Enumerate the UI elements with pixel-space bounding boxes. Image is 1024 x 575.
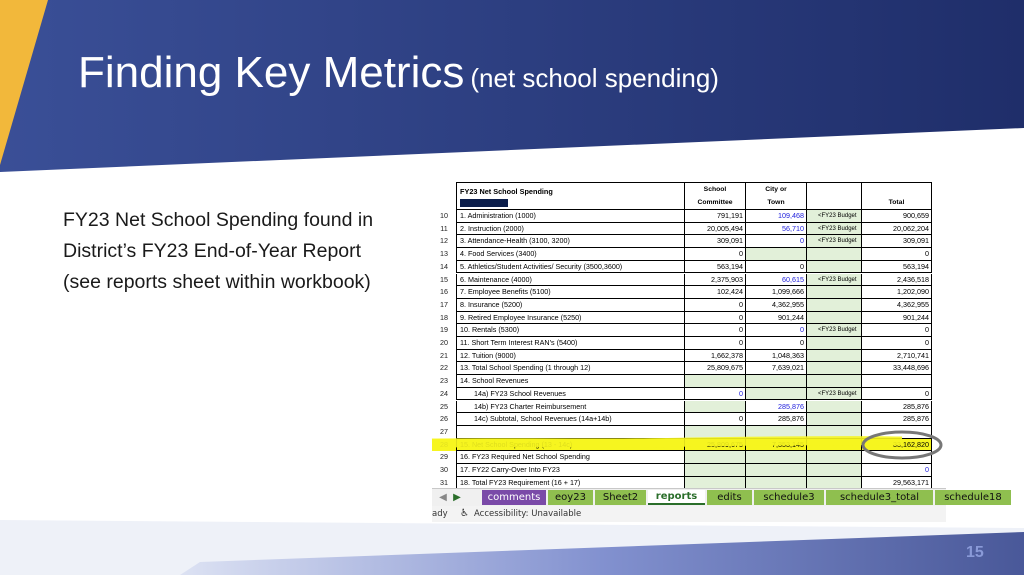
row-number: 14: [440, 261, 448, 271]
cell-city[interactable]: 7,639,021: [746, 362, 807, 375]
body-line: FY23 Net School Spending found in: [63, 209, 374, 231]
cell-school[interactable]: 563,194: [685, 261, 746, 274]
tab-edits[interactable]: edits: [707, 490, 752, 505]
row-number: 12: [440, 236, 448, 246]
cell-city[interactable]: 0: [746, 324, 807, 337]
row-number: 19: [440, 325, 448, 335]
row-number: 20: [440, 338, 448, 347]
cell-total[interactable]: 0: [862, 324, 932, 337]
page-number: 15: [966, 544, 984, 561]
cell-city[interactable]: 285,876: [746, 401, 807, 414]
cell-total[interactable]: 0: [862, 337, 932, 350]
tab-schedule3-total[interactable]: schedule3_total: [826, 490, 933, 505]
col-header-line: Committee: [697, 199, 733, 206]
cell-school[interactable]: 0: [685, 337, 746, 350]
cell-total[interactable]: 309,091: [862, 235, 932, 248]
row-number: 11: [440, 223, 448, 233]
cell-label[interactable]: 2. Instruction (2000): [456, 223, 685, 236]
row-number: 15: [440, 274, 448, 284]
cell-label[interactable]: 8. Insurance (5200): [456, 299, 685, 312]
cell-total[interactable]: 4,362,955: [862, 299, 932, 312]
status-bar: [432, 506, 946, 522]
row-number: 22: [440, 363, 448, 373]
cell-city[interactable]: 0: [746, 261, 807, 274]
tab-comments[interactable]: comments: [482, 490, 546, 505]
row-number: 28: [432, 439, 456, 452]
cell-total[interactable]: 901,244: [862, 312, 932, 325]
row-number: 16: [440, 287, 448, 297]
cell-city[interactable]: 109,468: [746, 210, 807, 223]
cell-label[interactable]: 9. Retired Employee Insurance (5250): [456, 312, 685, 325]
body-line: District’s FY23 End-of-Year Report: [63, 240, 362, 262]
cell-school[interactable]: 102,424: [685, 286, 746, 299]
status-accessibility[interactable]: Accessibility: Unavailable: [474, 509, 582, 519]
cell-label[interactable]: 1. Administration (1000): [456, 210, 685, 223]
cell-city[interactable]: 1,099,666: [746, 286, 807, 299]
cell-total[interactable]: 900,659: [862, 210, 932, 223]
cell-total[interactable]: 563,194: [862, 261, 932, 274]
cell-total[interactable]: 29,563,171: [862, 477, 932, 490]
row-number: 25: [440, 401, 448, 411]
cell-city[interactable]: 60,615: [746, 274, 807, 287]
cell-school[interactable]: 0: [685, 324, 746, 337]
tab-scroll-right-icon[interactable]: ▶: [453, 492, 461, 503]
cell-city[interactable]: 0: [746, 337, 807, 350]
col-header-line: School: [703, 186, 727, 193]
row-number: 17: [440, 299, 448, 309]
tab-schedule3[interactable]: schedule3: [754, 490, 824, 505]
slide-title-sub: (net school spending): [470, 63, 719, 93]
cell-school[interactable]: 0: [685, 299, 746, 312]
cell-note[interactable]: <FY23 Budget: [807, 388, 862, 401]
highlight-marker: [432, 170, 946, 490]
row-number: 24: [440, 388, 448, 398]
cell-total[interactable]: 33,162,820: [862, 439, 932, 452]
row-number: 29: [440, 452, 448, 462]
cell-note[interactable]: <FY23 Budget: [807, 210, 862, 223]
row-number: 26: [440, 414, 448, 424]
cell-total[interactable]: 285,876: [862, 401, 932, 414]
cell-label[interactable]: 11. Short Term Interest RAN's (5400): [456, 337, 685, 350]
cell-label[interactable]: 5. Athletics/Student Activities/ Security (3500,3600): [456, 261, 685, 274]
row-number: 21: [440, 350, 448, 360]
cell-school[interactable]: 1,662,378: [685, 350, 746, 363]
cell-label[interactable]: 14a) FY23 School Revenues: [456, 388, 685, 401]
cell-label[interactable]: 4. Food Services (3400): [456, 248, 685, 261]
row-number: 18: [440, 312, 448, 322]
slide-title-main: Finding Key Metrics: [78, 48, 465, 97]
cell-label[interactable]: 7. Employee Benefits (5100): [456, 286, 685, 299]
cell-city[interactable]: 0: [746, 235, 807, 248]
tab-eoy23[interactable]: eoy23: [548, 490, 593, 505]
cell-city[interactable]: 7,353,145: [746, 439, 807, 452]
cell-school[interactable]: 0: [685, 388, 746, 401]
accessibility-icon[interactable]: ♿: [460, 508, 469, 519]
cell-label[interactable]: 14. School Revenues: [456, 375, 685, 388]
cell-label[interactable]: 14b) FY23 Charter Reimbursement: [456, 401, 685, 414]
cell-city[interactable]: 1,048,363: [746, 350, 807, 363]
slide-body: [63, 205, 423, 298]
cell-school[interactable]: 309,091: [685, 235, 746, 248]
cell-total[interactable]: 33,448,696: [862, 362, 932, 375]
row-number: 13: [440, 249, 448, 259]
col-header-line: City or: [765, 186, 787, 193]
tab-reports[interactable]: reports: [648, 490, 705, 505]
cell-total[interactable]: 0: [862, 388, 932, 401]
cell-total[interactable]: 1,202,090: [862, 286, 932, 299]
cell-note[interactable]: <FY23 Budget: [807, 235, 862, 248]
cell-city[interactable]: 56,710: [746, 223, 807, 236]
cell-label[interactable]: 18. Total FY23 Requirement (16 + 17): [456, 477, 685, 490]
tab-sheet2[interactable]: Sheet2: [595, 490, 646, 505]
col-header-total: Total: [862, 182, 932, 210]
row-number: 23: [440, 376, 448, 386]
sheet-tab-bar: [432, 488, 1002, 506]
cell-label[interactable]: 17. FY22 Carry-Over Into FY23: [456, 464, 685, 477]
cell-label[interactable]: 15. Net School Spending (13 - 14c): [456, 439, 685, 452]
cell-label[interactable]: 6. Maintenance (4000): [456, 274, 685, 287]
col-header-line: Town: [767, 199, 785, 206]
cell-total[interactable]: 0: [862, 248, 932, 261]
cell-label[interactable]: 14c) Subtotal, School Revenues (14a+14b): [456, 413, 685, 426]
cell-total[interactable]: 0: [862, 464, 932, 477]
cell-note[interactable]: <FY23 Budget: [807, 324, 862, 337]
row-number: 10: [440, 211, 448, 220]
row-number: 27: [440, 426, 448, 436]
spreadsheet-screenshot: [432, 170, 1002, 522]
cell-school[interactable]: 20,005,494: [685, 223, 746, 236]
cell-label[interactable]: 10. Rentals (5300): [456, 324, 685, 337]
cell-school[interactable]: 2,375,903: [685, 274, 746, 287]
cell-school[interactable]: 0: [685, 413, 746, 426]
cell-city[interactable]: 4,362,955: [746, 299, 807, 312]
sheet-title-text: FY23 Net School Spending: [460, 187, 553, 196]
row-number: 31: [440, 477, 448, 487]
cell-school[interactable]: 0: [685, 248, 746, 261]
cell-note[interactable]: <FY23 Budget: [807, 223, 862, 236]
cell-school[interactable]: 25,809,675: [685, 362, 746, 375]
tab-scroll-left-icon[interactable]: ◀: [439, 492, 447, 503]
cell-label[interactable]: 13. Total School Spending (1 through 12): [456, 362, 685, 375]
cell-label[interactable]: 16. FY23 Required Net School Spending: [456, 451, 685, 464]
cell-total[interactable]: 2,710,741: [862, 350, 932, 363]
cell-city[interactable]: 901,244: [746, 312, 807, 325]
cell-total[interactable]: 2,436,518: [862, 274, 932, 287]
body-line: (see reports sheet within workbook): [63, 271, 371, 293]
cell-school[interactable]: 0: [685, 312, 746, 325]
cell-total[interactable]: 20,062,204: [862, 223, 932, 236]
cell-label[interactable]: 3. Attendance-Health (3100, 3200): [456, 235, 685, 248]
cell-total[interactable]: 285,876: [862, 413, 932, 426]
tab-schedule18[interactable]: schedule18: [935, 490, 1011, 505]
cell-school[interactable]: 791,191: [685, 210, 746, 223]
slide-title: [78, 48, 719, 98]
row-number: 30: [440, 465, 448, 474]
cell-school[interactable]: 25,809,675: [685, 439, 746, 452]
cell-city[interactable]: 285,876: [746, 413, 807, 426]
cell-note[interactable]: <FY23 Budget: [807, 274, 862, 287]
status-ready: ady: [432, 509, 448, 519]
cell-label[interactable]: 12. Tuition (9000): [456, 350, 685, 363]
